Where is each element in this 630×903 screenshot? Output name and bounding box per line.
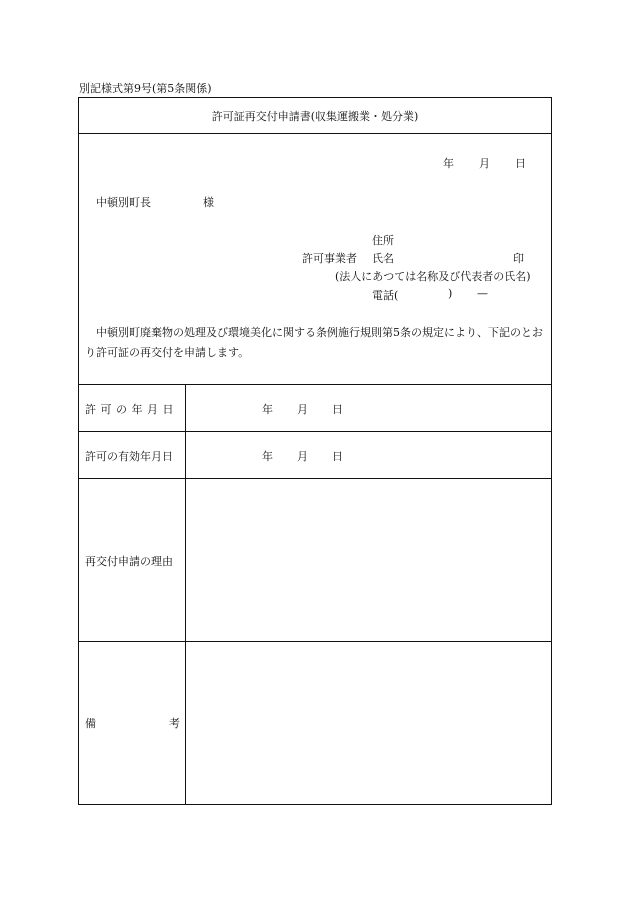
seal-mark: 印 <box>513 252 524 265</box>
date-year-label: 年 <box>443 157 454 170</box>
date-day-label: 日 <box>515 157 526 170</box>
addressee-name: 中頓別町長 <box>96 196 151 209</box>
date-month-label: 月 <box>479 157 490 170</box>
remarks-label-right: 考 <box>169 717 180 730</box>
corporate-note: (法人にあつては名称及び代表者の氏名) <box>335 270 531 283</box>
form-title: 許可証再交付申請書(収集運搬業・処分業) <box>211 109 419 123</box>
remarks-field[interactable] <box>186 642 552 803</box>
permit-date-month: 月 <box>297 403 308 416</box>
application-form <box>78 97 552 805</box>
form-title-row <box>79 98 551 134</box>
permit-holder-label: 許可事業者 <box>302 252 357 265</box>
phone-label: 電話( <box>372 289 399 302</box>
validity-date-label: 許可の有効年月日 <box>85 450 173 463</box>
permit-date-year: 年 <box>262 403 273 416</box>
applicant-name-label: 氏名 <box>372 252 394 265</box>
validity-date-year: 年 <box>262 450 273 463</box>
row-divider <box>79 431 551 432</box>
validity-date-day: 日 <box>332 450 343 463</box>
application-statement: 中頓別町廃棄物の処理及び環境美化に関する条例施行規則第5条の規定により、下記のとおり許可証の再交付を申請します。 <box>85 326 543 359</box>
validity-date-month: 月 <box>297 450 308 463</box>
table-top-border <box>79 384 551 385</box>
phone-dash: — <box>477 287 488 300</box>
phone-close-paren: ) <box>448 287 453 300</box>
remarks-label-left: 備 <box>85 717 96 730</box>
reissue-reason-field[interactable] <box>186 479 552 640</box>
form-number-label: 別記様式第9号(第5条関係) <box>79 82 212 95</box>
permit-date-day: 日 <box>332 403 343 416</box>
permit-date-label: 許可の年月日 <box>85 403 178 416</box>
addressee-honorific: 様 <box>203 196 214 209</box>
address-label: 住所 <box>372 234 394 247</box>
reissue-reason-label: 再交付申請の理由 <box>85 555 173 568</box>
